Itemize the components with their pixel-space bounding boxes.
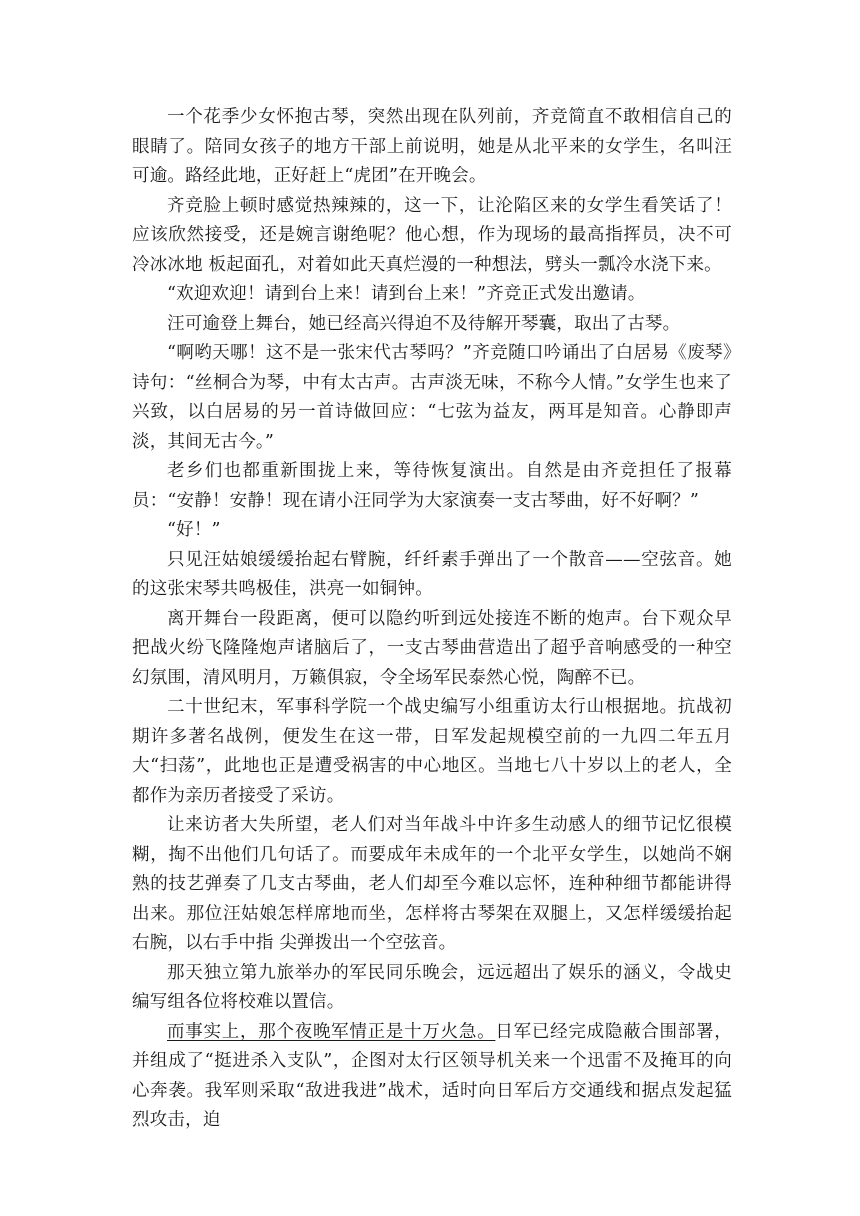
paragraph-9: 离开舞台一段距离，便可以隐约听到远处接连不断的炮声。台下观众早把战火纷飞隆隆炮声诸脑后了，一支古琴曲营造出了超乎音响感受的一种空幻氛围，清风明月，万籁俱寂，令全场军民泰然心悦，陶醉不已。	[132, 608, 732, 688]
paragraph-4: 汪可逾登上舞台，她已经高兴得迫不及待解开琴囊，取出了古琴。	[167, 313, 681, 334]
paragraph-12: 那天独立第九旅举办的军民同乐晚会，远远超出了娱乐的涵义，令战史编写组各位将校难以置信。	[132, 962, 732, 1012]
paragraph-1: 一个花季少女怀抱古琴，突然出现在队列前，齐竞简直不敢相信自己的眼睛了。陪同女孩子的地方干部上前说明，她是从北平来的女学生，名叫汪可逾。路经此地，正好赶上“虎团”在开晚会。	[132, 107, 732, 186]
paragraph-3: “欢迎欢迎！请到台上来！请到台上来！”齐竞正式发出邀请。	[167, 284, 646, 304]
paragraph-2: 齐竞脸上顿时感觉热辣辣的，这一下，让沦陷区来的女学生看笑话了！应该欣然接受，还是婉言谢绝呢？他心想，作为现场的最高指挥员，决不可冷冰冰地 板起面孔，对着如此天真烂漫的一种想法，劈头一瓢冷水浇下来。	[132, 195, 732, 275]
paragraph-11: 让来访者大失所望，老人们对当年战斗中许多生动感人的细节记忆很模糊，掏不出他们几句话了。而要成年未成年的一个北平女学生，以她尚不娴熟的技艺弹奏了几支古琴曲，老人们却至今难以忘怀，连种种细节都能讲得出来。那位汪姑娘怎样席地而坐，怎样将古琴架在双腿上，又怎样缓缓抬起右腕，以右手中指 尖弹拨出一个空弦音。	[132, 815, 732, 953]
article-body	[132, 103, 732, 1136]
paragraph-13-rest: 日军已经完成隐蔽合围部署，并组成了“挺进杀入支队”，企图对太行区领导机关来一个迅雷不及掩耳的向心奔袭。我军则采取“敌进我进”战术，适时向日军后方交通线和据点发起猛烈攻击，迫	[132, 1021, 732, 1130]
paragraph-6: 老乡们也都重新围拢上来，等待恢复演出。自然是由齐竞担任了报幕员：“安静！安静！现在请小汪同学为大家演奏一支古琴曲，好不好啊？”	[132, 461, 732, 511]
paragraph-10: 二十世纪末，军事科学院一个战史编写小组重访太行山根据地。抗战初期许多著名战例，便发生在这一带，日军发起规模空前的一九四二年五月大“扫荡”，此地也正是遭受祸害的中心地区。当地七八十岁以上的老人，全都作为亲历者接受了采访。	[132, 697, 732, 806]
paragraph-7: “好！”	[167, 520, 221, 540]
underlined-sentence: 而事实上，那个夜晚军情正是十万火急。	[167, 1021, 496, 1042]
paragraph-5: “啊哟天哪！这不是一张宋代古琴吗？”齐竞随口吟诵出了白居易《废琴》诗句：“丝桐合为琴，中有太古声。古声淡无味，不称今人情。”女学生也来了兴致，以白居易的另一首诗做回应：“七弦为益友，两耳是知音。心静即声淡，其间无古今。”	[132, 343, 732, 452]
paragraph-8: 只见汪姑娘缓缓抬起右臂腕，纤纤素手弹出了一个散音——空弦音。她的这张宋琴共鸣极佳，洪亮一如铜钟。	[132, 549, 732, 599]
paragraph-13	[132, 1018, 732, 1136]
